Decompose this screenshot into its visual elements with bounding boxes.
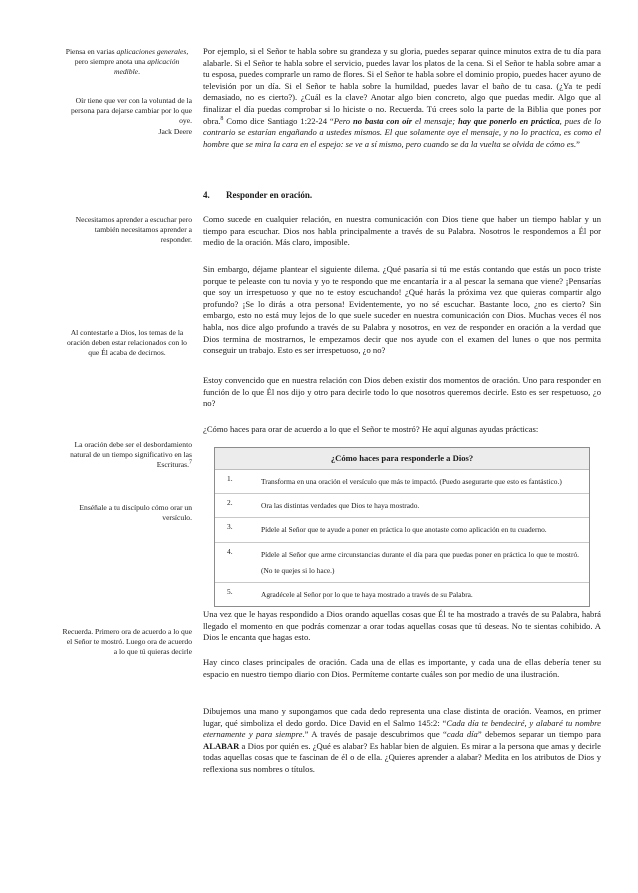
side-note-text (62, 328, 192, 359)
paragraph-ejemplo (203, 46, 601, 150)
text-run: cada día (446, 729, 478, 740)
side-note-contestarle (62, 328, 192, 359)
paragraph-relacion (203, 214, 601, 249)
text-run: Al contestarle a Dios, los temas de la oración deben estar relacionados con lo que Él acaba de decirnos. (67, 328, 187, 358)
side-note-text (62, 96, 192, 127)
text-run: Responder en oración. (226, 190, 313, 200)
paragraph-una-vez (203, 609, 601, 644)
text-run: La oración debe ser el desbordamiento natural de un tiempo significativo en las Escrituras. (70, 440, 192, 470)
box-item-text: Transforma en una oración el versículo que más te impactó. (Puedo asegurarte que esto es fantástico.) (261, 477, 562, 486)
text-run: a Dios por quién es. ¿Qué es alabar? Es hablar bien de alguien. Es mirar a la persona que amas y decirle todas aquellas cosas que te fascinan de él o de ella. ¿Quieres aprender a alabar? Medita en los atributos de Dios y reflexiona sus nombres o títulos. (203, 740, 601, 774)
box-item (215, 470, 589, 494)
text-run: , pues de lo contrario se estarían engañando a ustedes mismos. El que solamente oye el mensaje, y no lo practica, es como el hombre que se mira la cara en el espejo: se ve a sí mismo, pero cuando se da la vuelta se olvida de cómo es. (203, 115, 601, 149)
side-note-text (62, 440, 192, 471)
box-item (215, 494, 589, 518)
side-note-desbordamiento (62, 440, 192, 471)
text-run: no basta con oír (352, 115, 413, 126)
text-run: Pero (333, 115, 353, 126)
paragraph-text (203, 264, 601, 357)
paragraph-cinco-clases (203, 657, 601, 680)
text-run: Una vez que le hayas respondido a Dios orando aquellas cosas que Él te ha mostrado a través de su Palabra, habrá llegado el momento en que podrás comenzar a orar todas aquellas cosas que tú deseas. No te sientas cohibido. A Dios le encanta que hagas esto. (203, 609, 601, 643)
paragraph-text (203, 214, 601, 249)
text-run: .” A través de pasaje descubrimos que “ (302, 729, 447, 740)
text-run: aplicaciones generales (116, 47, 187, 56)
section-title (226, 190, 312, 200)
side-note-text (62, 627, 192, 658)
box-item-text: Ora las distintas verdades que Dios te haya mostrado. (261, 501, 420, 511)
paragraph-dilema (203, 264, 601, 357)
text-run: ” (576, 138, 580, 149)
side-note-recuerda (62, 627, 192, 658)
text-run: aplicación medible (114, 57, 180, 77)
footnote-marker: 7 (189, 459, 192, 466)
text-run: Recuerda. Primero ora de acuerdo a lo que el Señor te mostró. Luego ora de acuerdo a lo que tú quieras decirle (62, 627, 192, 657)
side-note-text (62, 503, 192, 523)
side-note-ensenale (62, 503, 192, 523)
text-run: Necesitamos aprender a escuchar pero también necesitamos aprender a responder. (75, 215, 192, 245)
section-heading (203, 190, 601, 202)
box-item-text: Agradécele al Señor por lo que te haya mostrado a través de su Palabra. (261, 590, 473, 600)
paragraph-text (203, 424, 601, 436)
text-run: 8 (220, 115, 224, 122)
side-note-oir (62, 96, 192, 137)
text-run: Hay cinco clases principales de oración. Cada una de ellas es importante, y cada una de ellas debería tener su espacio en nuestro tiempo diario con Dios. Permíteme contarte cuáles son por medio de una ilustración. (203, 657, 601, 679)
text-run: Oír tiene que ver con la voluntad de la persona para dejarse cambiar por lo que oye. (70, 96, 192, 126)
side-note-text (62, 215, 192, 246)
text-run: Piensa en varias (65, 47, 117, 56)
box-item-number: 3. (227, 522, 233, 532)
paragraph-text (203, 706, 601, 776)
box-item (215, 518, 589, 542)
text-run: Como dice Santiago 1:22-24 “ (223, 115, 334, 126)
text-run: , pero siempre anota una (74, 47, 189, 67)
section-heading-responder (203, 190, 601, 202)
text-run: Dibujemos una mano y supongamos que cada dedo representa una clase distinta de oración. Veamos, en primer lugar, qué simboliza el dedo gordo. Dice David en el Salmo 145:2: “ (203, 706, 601, 728)
paragraph-como-haces (203, 424, 601, 436)
box-item-number: 4. (227, 546, 233, 556)
side-note-text (62, 47, 192, 78)
text-run: Sin embargo, déjame plantear el siguiente dilema. ¿Qué pasaría si tú me estás contando que estás un poco triste porque te peleaste con tu novia y yo te respondo que me encantaría ir a al pescar la semana que viene? ¡Pensarías que soy un irrespetuoso y que no te estoy escuchando! ¿Qué harás la próxima vez que quieras compartir algo profundo? ¡Se lo dirás a otra persona! Evidentemente, yo no sé escuchar. Bastante loco, ¿no es cierto? Sin embargo, esto no está muy lejos de lo que suele suceder en nuestra comunicación con Dios. Muchas veces él nos habla, nos dice algo profundo a través de su Palabra y nosotros, en vez de responder en oración a la verdad que Dios termina de mostrarnos, le empezamos decir que nos ayude con el examen del lunes o que nos permita conseguir un trabajo. Esto es ser irrespetuoso, ¿o no? (203, 264, 601, 356)
box-item (215, 543, 589, 583)
box-item-number: 2. (227, 498, 233, 508)
paragraph-text (203, 609, 601, 644)
paragraph-text (203, 657, 601, 680)
paragraph-mano (203, 706, 601, 776)
paragraph-text (203, 375, 601, 410)
box-item-number: 5. (227, 587, 233, 597)
responder-dios-box (214, 447, 590, 607)
text-run: ALABAR (203, 740, 240, 751)
text-run: Por ejemplo, si el Señor te habla sobre su grandeza y su gloria, puedes separar quince minutos extra de tu día para alabarle. Si el Señor te habla sobre el servicio, puedes lavar los platos de la cena. Si el Señor te habla sobre amar a tu esposa, puedes comprarle un ramo de flores. Si el Señor te habla sobre el dominio propio, puedes hacer ayuno de televisión por un día. Si el Señor te habla sobre la humildad, puedes lavar el baño de tu casa. (¿Ya te pedí demasiado, no es cierto?). ¿Cuál es la clave? Anotar algo bien concreto, algo que puedas medir. Algo que al finalizar el día puedas comprobar si lo hiciste o no. Recuerda. Tú crees solo la parte de la Biblia que pones por obra. (203, 46, 601, 126)
box-item-text: Pídele al Señor que te ayude a poner en práctica lo que anotaste como aplicación en tu cuaderno. (261, 525, 547, 535)
side-note-attribution: Jack Deere (158, 126, 192, 136)
box-item-text: Pídele al Señor que arme circunstancias durante el día para que puedas poner en práctica lo que te mostró. (No te quejes si lo hace.) (261, 549, 579, 575)
side-note-escuchar (62, 215, 192, 246)
box-title: ¿Cómo haces para responderle a Dios? (215, 448, 589, 470)
text-run: ¿Cómo haces para orar de acuerdo a lo que el Señor te mostró? He aquí algunas ayudas prácticas: (203, 424, 539, 434)
text-run: Cada día te bendeciré, y alabaré tu nombre eternamente y para siempre (203, 717, 601, 740)
box-item (215, 583, 589, 606)
text-run: . (138, 67, 140, 77)
section-number: 4. (203, 190, 210, 200)
text-run: Como sucede en cualquier relación, en nuestra comunicación con Dios tiene que haber un tiempo hablar y un tiempo para escuchar. Dios nos habla principalmente a través de su Palabra. Nosotros le respondemos a Él por medio de la oración. Más claro, imposible. (203, 214, 601, 248)
box-item-number: 1. (227, 474, 233, 483)
text-run: ” debemos separar un tiempo para (477, 729, 601, 740)
side-note-aplicaciones (62, 47, 192, 78)
paragraph-dos-momentos (203, 375, 601, 410)
text-run: Estoy convencido que en nuestra relación con Dios deben existir dos momentos de oración. Uno para responder en función de lo que Él nos dijo y otro para decirle todo lo que nosotros queremos decirle. Esto es ser respetuoso, ¿o no? (203, 375, 601, 409)
text-run: hay que ponerlo en práctica (457, 115, 560, 126)
text-run: Enséñale a tu discípulo cómo orar un versículo. (79, 503, 192, 523)
paragraph-text (203, 46, 601, 150)
text-run: el mensaje; (412, 115, 458, 126)
